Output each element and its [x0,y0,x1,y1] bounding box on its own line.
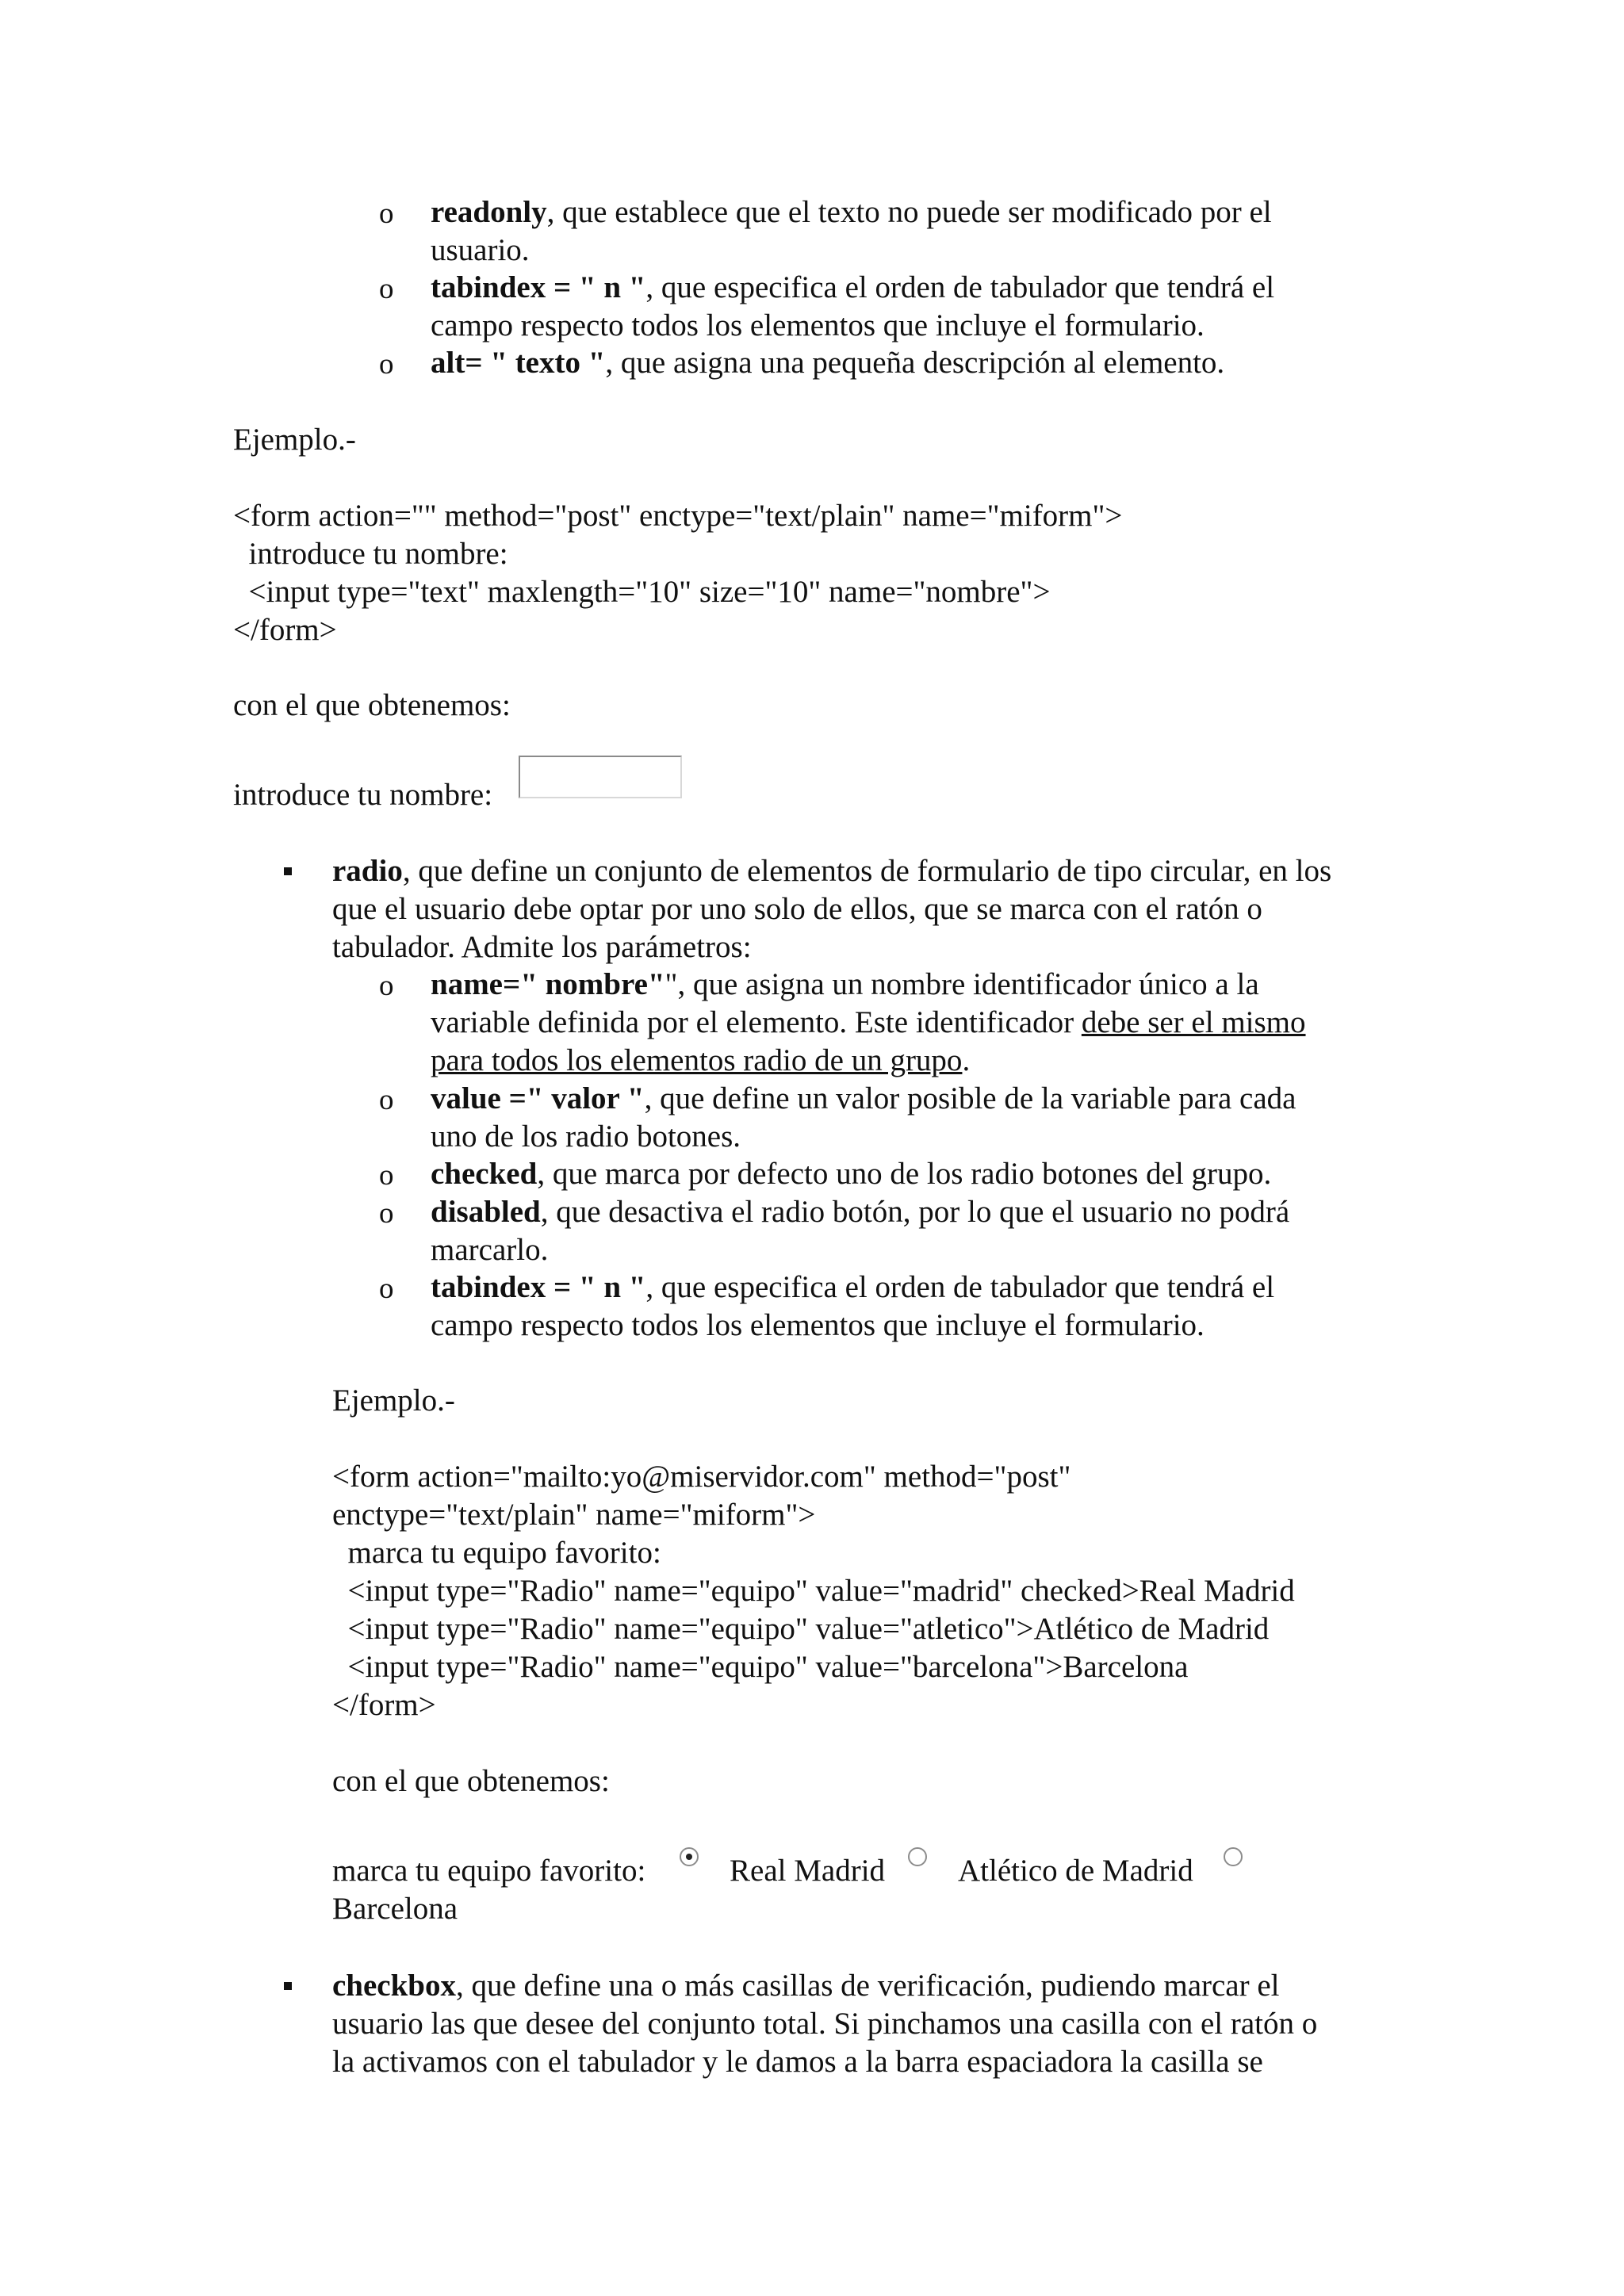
description-text: que el usuario debe optar por uno solo de ellos, que se marca con el ratón o [332,892,1262,926]
code-line: introduce tu nombre: [233,537,508,571]
radio-barcelona[interactable] [1224,1847,1243,1866]
term-radio: radio [332,854,403,888]
code-line: <form action="mailto:yo@miservidor.com" method="post" [332,1460,1071,1494]
term-checkbox: checkbox [332,1969,456,2003]
code-line: <input type="Radio" name="equipo" value="atletico">Atlético de Madrid [332,1612,1270,1646]
term-value: value =" valor " [431,1081,645,1115]
list-item-text: campo respecto todos los elementos que incluye el formulario. [431,308,1205,342]
term-name: name=" nombre" [431,967,665,1001]
term-alt: alt= " texto " [431,346,606,380]
radio-option-label: Barcelona [332,1892,458,1926]
list-bullet: o [379,970,394,1002]
param-disabled [431,1193,1289,1230]
radio-atletico[interactable] [908,1847,927,1866]
list-item-text: , que asigna una pequeña descripción al elemento. [605,346,1225,380]
radio-group-label: marca tu equipo favorito: [332,1854,646,1888]
param-text: uno de los radio botones. [431,1119,741,1154]
description-text: la activamos con el tabulador y le damos a la barra espaciadora la casilla se [332,2045,1263,2079]
param-text: ", que asigna un nombre identificador único a la [665,967,1259,1001]
list-bullet: o [379,348,394,381]
param-text: . [962,1043,971,1077]
example-heading: Ejemplo.- [332,1383,455,1418]
list-bullet: o [379,1084,394,1116]
param-tabindex [431,1269,1274,1306]
example-heading: Ejemplo.- [233,423,356,457]
term-tabindex: tabindex = " n " [431,1270,646,1304]
underlined-text: debe ser el mismo [1081,1005,1306,1039]
code-line: </form> [233,613,337,647]
term-disabled: disabled [431,1195,541,1229]
term-checked: checked [431,1157,538,1191]
list-bullet: o [379,197,394,230]
underlined-text: para todos los elementos radio de un grupo [431,1043,963,1077]
param-text [431,1042,970,1079]
term-readonly: readonly [431,195,547,229]
list-bullet: o [379,1159,394,1192]
list-item-text: , que establece que el texto no puede ser modificado por el [546,195,1272,229]
name-text-input[interactable] [519,756,682,798]
param-text: campo respecto todos los elementos que incluye el formulario. [431,1308,1205,1342]
radio-description [332,852,1331,890]
radio-option-label: Atlético de Madrid [958,1854,1193,1888]
param-text: variable definida por el elemento. Este identificador [431,1005,1082,1039]
description-text: , que define un conjunto de elementos de formulario de tipo circular, en los [402,854,1332,888]
param-name [431,966,1259,1003]
list-item-tabindex [431,269,1274,306]
list-item-text: , que especifica el orden de tabulador que tendrá el [645,270,1275,304]
list-item-text: usuario. [431,233,530,267]
list-bullet-square [284,1982,292,1990]
result-intro: con el que obtenemos: [332,1764,610,1798]
name-input-label: introduce tu nombre: [233,778,493,812]
code-line: <input type="text" maxlength="10" size="10" name="nombre"> [233,575,1051,609]
code-line: enctype="text/plain" name="miform"> [332,1498,816,1532]
code-line: <input type="Radio" name="equipo" value="barcelona">Barcelona [332,1650,1189,1684]
description-text: usuario las que desee del conjunto total. Si pinchamos una casilla con el ratón o [332,2007,1318,2041]
result-intro: con el que obtenemos: [233,688,511,722]
list-item-readonly [431,193,1272,231]
list-bullet: o [379,273,394,305]
code-line: </form> [332,1688,436,1722]
description-text: , que define una o más casillas de verificación, pudiendo marcar el [456,1969,1280,2003]
param-value [431,1080,1296,1117]
list-bullet: o [379,1272,394,1305]
description-text: tabulador. Admite los parámetros: [332,930,752,964]
param-text: , que desactiva el radio botón, por lo que el usuario no podrá [540,1195,1290,1229]
checkbox-description [332,1967,1280,2004]
code-line: marca tu equipo favorito: [332,1536,661,1570]
list-bullet-square [284,867,292,875]
list-bullet: o [379,1197,394,1230]
param-text: , que especifica el orden de tabulador que tendrá el [645,1270,1275,1304]
radio-real-madrid[interactable] [680,1847,699,1866]
param-checked [431,1155,1271,1192]
code-line: <input type="Radio" name="equipo" value="madrid" checked>Real Madrid [332,1574,1295,1608]
list-item-alt [431,344,1224,381]
radio-option-label: Real Madrid [730,1854,886,1888]
param-text: marcarlo. [431,1233,549,1267]
term-tabindex: tabindex = " n " [431,270,646,304]
param-text: , que marca por defecto uno de los radio botones del grupo. [537,1157,1272,1191]
code-line: <form action="" method="post" enctype="text/plain" name="miform"> [233,499,1123,533]
param-text: , que define un valor posible de la variable para cada [644,1081,1297,1115]
param-text [431,1004,1306,1041]
